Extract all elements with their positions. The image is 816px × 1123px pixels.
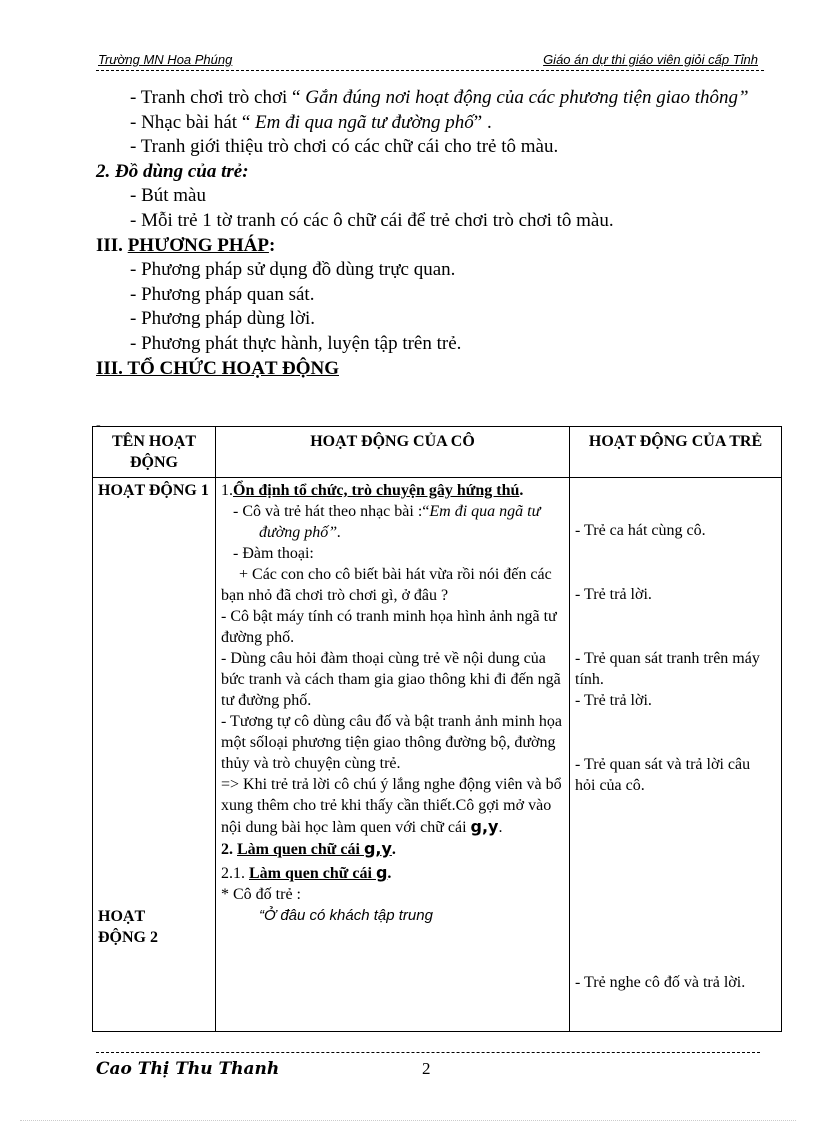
material-item: - Nhạc bài hát “ Em đi qua ngã tư đường phố” . [130,111,492,133]
material-item: - Mỗi trẻ 1 tờ tranh có các ô chữ cái để trẻ chơi trò chơi tô màu. [130,209,614,231]
page-bottom-divider [20,1120,796,1121]
teacher-activity-cell: 1.Ổn định tổ chức, trò chuyện gây hứng thú. - Cô và trẻ hát theo nhạc bài :“Em đi qua ngã tư đường phố”. - Đàm thoại: + Các con cho cô biết bài hát vừa rồi nói đến các bạn nhỏ đã chơi trò chơi gì, ở đâu ? - Cô bật máy tính có tranh minh họa hình ảnh ngã tư đường phố. - Dùng câu hỏi đàm thoại cùng trẻ về nội dung của bức tranh và cách tham gia giao thông khi đi đến ngã tư đường phố. - Tương tự cô dùng câu đố và bật tranh ảnh minh họa một sốloại phương tiện giao thông đường bộ, đường thủy và trò chuyện cùng trẻ. => Khi trẻ trả lời cô chú ý lắng nghe động viên và bổ xung thêm cho trẻ khi thấy cần thiết.Cô gợi mở vào nội dung bài học làm quen với chữ cái g,y. 2. Làm quen chữ cái g,y. 2.1. Làm quen chữ cái g. * Cô đố trẻ : “Ở đâu có khách tập trung [216,478,570,1032]
children-activity-cell: - Trẻ ca hát cùng cô. - Trẻ trả lời. - Trẻ quan sát tranh trên máy tính. - Trẻ trả lời. - Trẻ quan sát và trả lời câu hỏi của cô. - Trẻ nghe cô đố và trả lời. [570,478,782,1032]
table-header-row [93,427,782,478]
activity-name-cell [93,478,216,1032]
section-heading-methods: III. PHƯƠNG PHÁP: [96,234,276,256]
column-header-teacher: HOẠT ĐỘNG CỦA CÔ [216,427,570,478]
method-item: - Phương pháp quan sát. [130,283,315,305]
header-title: Giáo án dự thi giáo viên giỏi cấp Tỉnh [543,52,758,67]
method-item: - Phương phát thực hành, luyện tập trên trẻ. [130,332,462,354]
method-item: - Phương pháp sử dụng đồ dùng trực quan. [130,259,456,281]
material-item: - Tranh giới thiệu trò chơi có các chữ cái cho trẻ tô màu. [130,136,559,158]
page-header [96,48,764,71]
method-item: - Phương pháp dùng lời. [130,308,316,330]
document-body [96,86,776,381]
column-header-activity: TÊN HOẠT ĐỘNG [93,427,216,478]
activity-name: HOẠT ĐỘNG 1 [98,482,209,499]
page-footer [96,1052,760,1079]
section-heading-children-materials: 2. Đồ dùng của trẻ: [96,160,249,182]
page-number: 2 [422,1059,431,1078]
activity-name: HOẠT ĐỘNG 2 [98,908,158,946]
table-row [93,478,782,1032]
header-school: Trường MN Hoa Phúng [98,52,233,67]
stray-dash: - [96,418,101,433]
author-name: Cao Thị Thu Thanh [96,1059,280,1079]
activity-table [92,426,782,1032]
section-heading-activities: III. TỔ CHỨC HOẠT ĐỘNG [96,357,339,379]
material-item: - Bút màu [130,185,206,207]
column-header-children: HOẠT ĐỘNG CỦA TRẺ [570,427,782,478]
material-item: - Tranh chơi trò chơi “ Gắn đúng nơi hoạt động của các phương tiện giao thông” [130,87,749,108]
